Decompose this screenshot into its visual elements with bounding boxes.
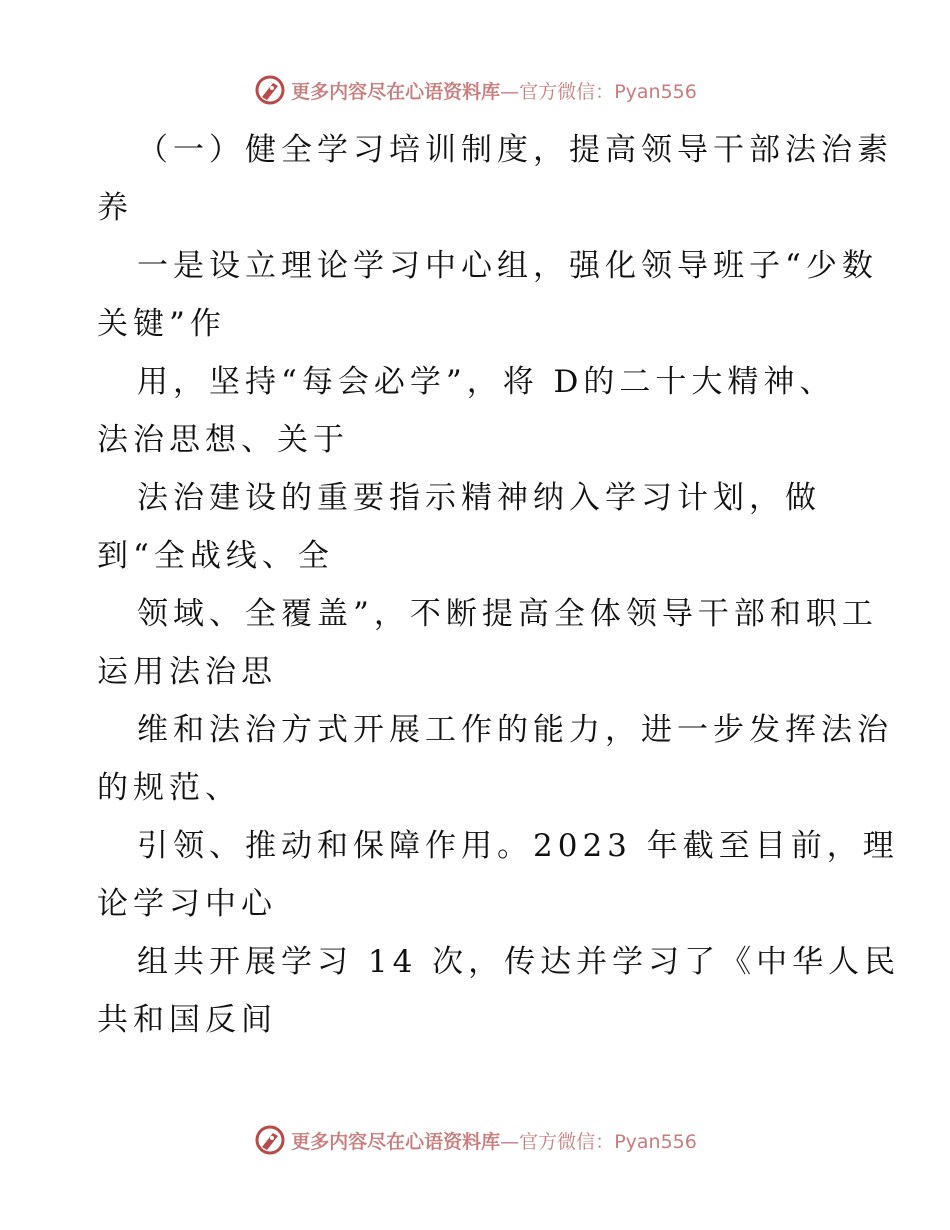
watermark-text [291,1127,697,1154]
paragraph-line: 用，坚持“每会必学”，将 D的二十大精神、 [137,364,836,400]
paragraph-line: 养 [97,190,133,226]
paragraph-line: 论学习中心 [97,886,277,922]
watermark-brand: 更多内容尽在心语资料库 [291,1130,501,1153]
pen-nib-logo-icon [253,1123,287,1157]
paragraph-line: 维和法治方式开展工作的能力，进一步发挥法治 [137,712,893,748]
paragraph-line: 共和国反间 [97,1002,277,1038]
watermark-brand: 更多内容尽在心语资料库 [291,80,501,103]
paragraph-line: 组共开展学习 14 次，传达并学习了《中华人民 [137,944,901,980]
footer-watermark [0,1120,950,1160]
paragraph-line: （一）健全学习培训制度，提高领导干部法治素 [137,132,893,168]
watermark-id: Pyan556 [614,80,697,103]
watermark-text [291,77,697,104]
watermark-label: 官方微信： [519,80,615,103]
watermark-separator: — [500,80,520,103]
watermark-id: Pyan556 [614,1130,697,1153]
watermark-label: 官方微信： [519,1130,615,1153]
paragraph-line: 领域、全覆盖”，不断提高全体领导干部和职工 [137,596,878,632]
paragraph-line: 到“全战线、全 [97,538,334,574]
paragraph-line: 关键”作 [97,306,226,342]
paragraph-line: 法治建设的重要指示精神纳入学习计划，做 [137,480,821,516]
paragraph-line: 一是设立理论学习中心组，强化领导班子“少数 [137,248,878,284]
paragraph-line: 的规范、 [97,770,241,806]
pen-nib-logo-icon [253,73,287,107]
paragraph-line: 引领、推动和保障作用。2023 年截至目前，理 [137,828,899,864]
header-watermark [0,70,950,110]
paragraph-line: 法治思想、关于 [97,422,349,458]
paragraph-line: 运用法治思 [97,654,277,690]
watermark-separator: — [500,1130,520,1153]
